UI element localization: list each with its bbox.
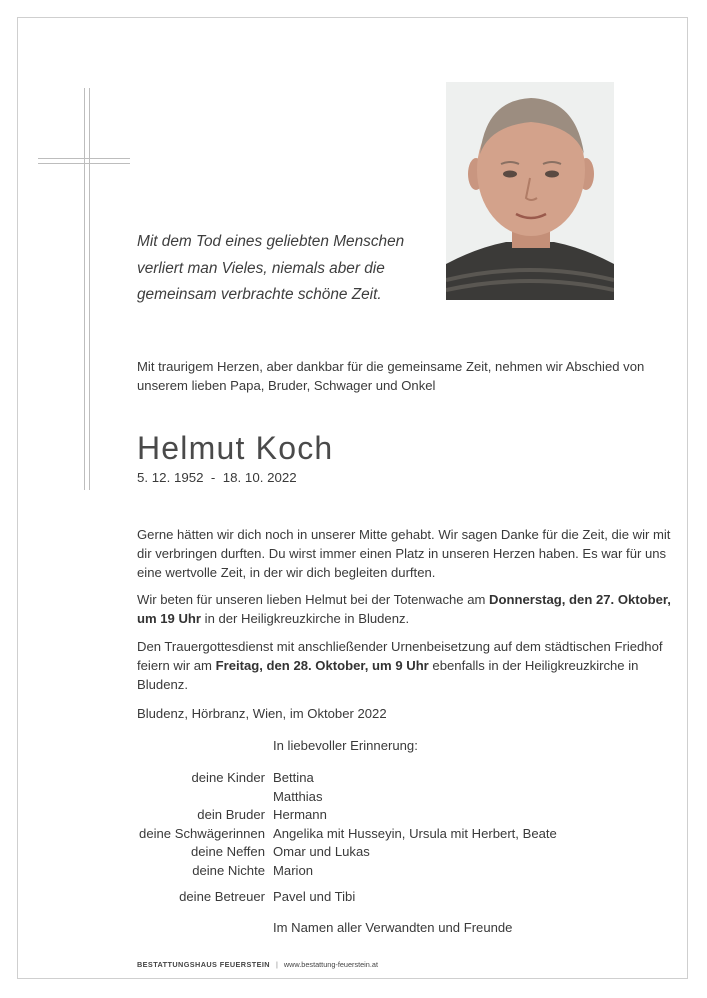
quote-line-2: verliert man Vieles, niemals aber die: [137, 259, 385, 277]
portrait-photo: [446, 82, 614, 300]
relative-label-nephews: deine Neffen: [190, 844, 265, 859]
quote-line-3: gemeinsam verbrachte schöne Zeit.: [137, 286, 382, 304]
deceased-name: Helmut Koch: [137, 430, 334, 466]
quote-line-1: Mit dem Tod eines geliebten Menschen: [137, 233, 405, 250]
vigil-text-end: in der Heiligkreuzkirche in Bludenz.: [201, 611, 410, 626]
relative-label-niece: deine Nichte: [192, 863, 265, 878]
relative-brother: Hermann: [273, 807, 327, 822]
relative-child-1: Bettina: [273, 770, 314, 785]
footer-brand: BESTATTUNGSHAUS FEUERSTEIN: [137, 960, 270, 969]
relative-label-children: deine Kinder: [191, 770, 265, 785]
memorial-quote: [137, 229, 404, 309]
memory-heading: In liebevoller Erinnerung:: [273, 738, 418, 753]
relative-caregivers: Pavel und Tibi: [273, 889, 356, 904]
closing-line: Im Namen aller Verwandten und Freunde: [273, 920, 513, 935]
relative-sisters-in-law: Angelika mit Husseyin, Ursula mit Herbert, Beate: [273, 826, 557, 841]
cross-vertical-line-left: [84, 88, 85, 490]
vigil-text-start: Wir beten für unseren lieben Helmut bei der Totenwache am: [137, 592, 490, 607]
intro-text: Mit traurigem Herzen, aber dankbar für die gemeinsame Zeit, nehmen wir Abschied von unserem lieben Papa, Bruder, Schwager und Onkel: [137, 359, 645, 393]
relative-child-2: Matthias: [273, 789, 323, 804]
relative-niece: Marion: [273, 863, 314, 878]
funeral-date-time: Freitag, den 28. Oktober, um 9 Uhr: [215, 658, 429, 673]
vigil-date-time: Donnerstag, den 27. Oktober, um 19 Uhr: [137, 592, 671, 626]
cross-vertical-line-right: [89, 88, 90, 490]
vigil-paragraph: [137, 590, 677, 628]
relative-label-sisters-in-law: deine Schwägerinnen: [139, 826, 265, 841]
cross-horizontal-line-top: [38, 158, 130, 159]
portrait-illustration: [446, 82, 614, 300]
relative-label-brother: dein Bruder: [197, 807, 265, 822]
footer-separator: |: [275, 960, 278, 969]
remembrance-paragraph: Gerne hätten wir dich noch in unserer Mitte gehabt. Wir sagen Danke für die Zeit, die wir mit dir verbringen durften. Du wirst immer einen Platz in unseren Herzen haben. Es war für uns eine wertvolle Zeit, in der wir dich begleiten durften.: [137, 527, 671, 580]
place-and-date: Bludenz, Hörbranz, Wien, im Oktober 2022: [137, 706, 387, 721]
funeral-text-end: ebenfalls in der Heiligkreuzkirche in Bludenz.: [137, 658, 639, 692]
life-dates: 5. 12. 1952 - 18. 10. 2022: [137, 470, 297, 485]
funeral-text-start: Den Trauergottesdienst mit anschließender Urnenbeisetzung auf dem städtischen Friedhof feiern wir am: [137, 639, 663, 673]
footer: [137, 960, 378, 969]
cross-horizontal-line-bottom: [38, 163, 130, 164]
relative-nephews: Omar und Lukas: [273, 844, 370, 859]
relative-label-caregivers: deine Betreuer: [179, 889, 265, 904]
footer-website-link[interactable]: www.bestattung-feuerstein.at: [283, 960, 378, 969]
funeral-paragraph: [137, 637, 677, 694]
